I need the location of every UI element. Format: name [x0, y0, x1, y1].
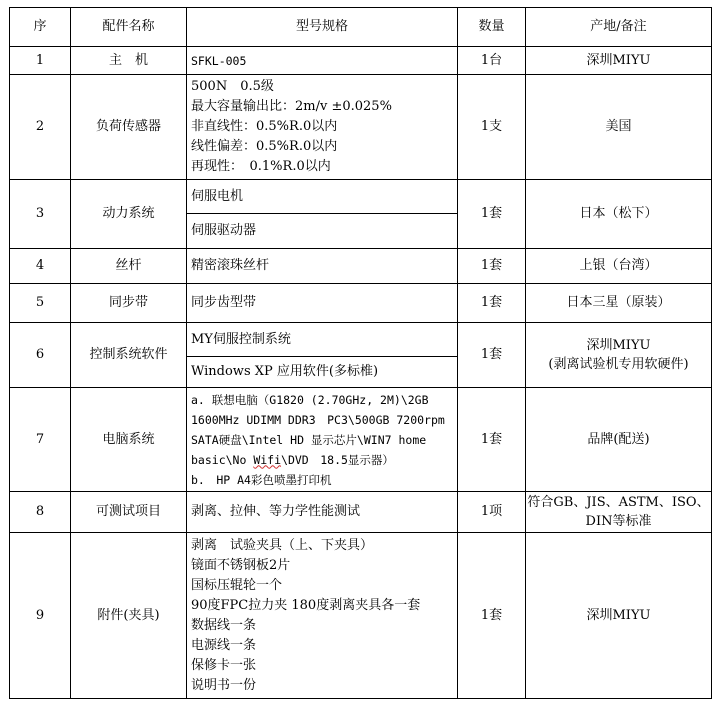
- quantity-cell: 1套: [458, 388, 526, 492]
- seq-cell: 2: [10, 75, 71, 180]
- table-row: [10, 180, 712, 214]
- part-name-cell: 同步带: [71, 284, 187, 323]
- header-origin-note: 产地/备注: [526, 8, 712, 47]
- table-row: [10, 284, 712, 323]
- part-name-cell: 负荷传感器: [71, 75, 187, 180]
- quantity-cell: 1项: [458, 492, 526, 533]
- spec-cell: 剥离、拉伸、等力学性能测试: [187, 492, 458, 533]
- table-row: [10, 75, 712, 180]
- part-name-cell: 电脑系统: [71, 388, 187, 492]
- origin-cell: 深圳MIYU: [526, 533, 712, 699]
- header-spec: 型号规格: [187, 8, 458, 47]
- table-row: [10, 492, 712, 533]
- quantity-cell: 1套: [458, 533, 526, 699]
- parts-spec-table: [9, 7, 712, 699]
- seq-cell: 4: [10, 249, 71, 284]
- part-name-cell: 丝杆: [71, 249, 187, 284]
- quantity-cell: 1支: [458, 75, 526, 180]
- seq-cell: 1: [10, 47, 71, 75]
- spec-cell: SFKL-005: [187, 47, 458, 75]
- seq-cell: 5: [10, 284, 71, 323]
- spec-cell: MY伺服控制系统: [187, 323, 458, 357]
- seq-cell: 7: [10, 388, 71, 492]
- seq-cell: 3: [10, 180, 71, 249]
- origin-cell: 美国: [526, 75, 712, 180]
- part-name-cell: 主 机: [71, 47, 187, 75]
- table-row: [10, 388, 712, 492]
- origin-cell: 深圳MIYU: [526, 47, 712, 75]
- header-row: [10, 8, 712, 47]
- spec-cell: 伺服电机: [187, 180, 458, 214]
- origin-cell-quantity: 1套: [458, 323, 526, 388]
- part-name-cell: 动力系统: [71, 180, 187, 249]
- header-part-name: 配件名称: [71, 8, 187, 47]
- table-row: [10, 47, 712, 75]
- spec-cell: 剥离 试验夹具（上、下夹具） 镜面不锈钢板2片 国标压辊轮一个 90度FPC拉力夹 180度剥离夹具各一套 数据线一条 电源线一条 保修卡一张 说明书一份: [187, 533, 458, 699]
- spec-cell: 同步齿型带: [187, 284, 458, 323]
- seq-cell: 6: [10, 323, 71, 388]
- table-row: [10, 323, 712, 357]
- seq-cell: 9: [10, 533, 71, 699]
- origin-cell: 深圳MIYU (剥离试验机专用软硬件): [526, 323, 712, 388]
- quantity-cell: 1套: [458, 249, 526, 284]
- spec-cell: 500N 0.5级 最大容量输出比：2m/v ±0.025% 非直线性：0.5%R.0以内 线性偏差：0.5%R.0以内 再现性： 0.1%R.0以内: [187, 75, 458, 180]
- part-name-cell: 控制系统软件: [71, 323, 187, 388]
- quantity-cell: 1台: [458, 47, 526, 75]
- part-name-cell: 可测试项目: [71, 492, 187, 533]
- quantity-cell: 1套: [458, 180, 526, 249]
- header-seq: 序: [10, 8, 71, 47]
- spellcheck-underline: Wifi: [253, 452, 282, 467]
- table-row: [10, 533, 712, 699]
- origin-cell: 日本（松下）: [526, 180, 712, 249]
- origin-cell: 日本三星（原装）: [526, 284, 712, 323]
- seq-cell: 8: [10, 492, 71, 533]
- spec-cell: 伺服驱动器: [187, 214, 458, 249]
- spec-cell: 精密滚珠丝杆: [187, 249, 458, 284]
- quantity-cell: 1套: [458, 284, 526, 323]
- origin-cell: 上银（台湾）: [526, 249, 712, 284]
- part-name-cell: 附件(夹具): [71, 533, 187, 699]
- spec-cell: a. 联想电脑（G1820 (2.70GHz, 2M)\2GB 1600MHz UDIMM DDR3 PC3\500GB 7200rpm SATA硬盘\Intel HD 显示芯片\WIN7 home basic\No Wifi\DVD 18.5显示器） b. HP A4彩色喷墨打印机: [187, 388, 458, 492]
- header-quantity: 数量: [458, 8, 526, 47]
- spec-cell: Windows XP 应用软件(多标椎): [187, 357, 458, 388]
- origin-cell: 品牌(配送): [526, 388, 712, 492]
- origin-cell: 符合GB、JIS、ASTM、ISO、 DIN等标准: [526, 492, 712, 533]
- table-row: [10, 249, 712, 284]
